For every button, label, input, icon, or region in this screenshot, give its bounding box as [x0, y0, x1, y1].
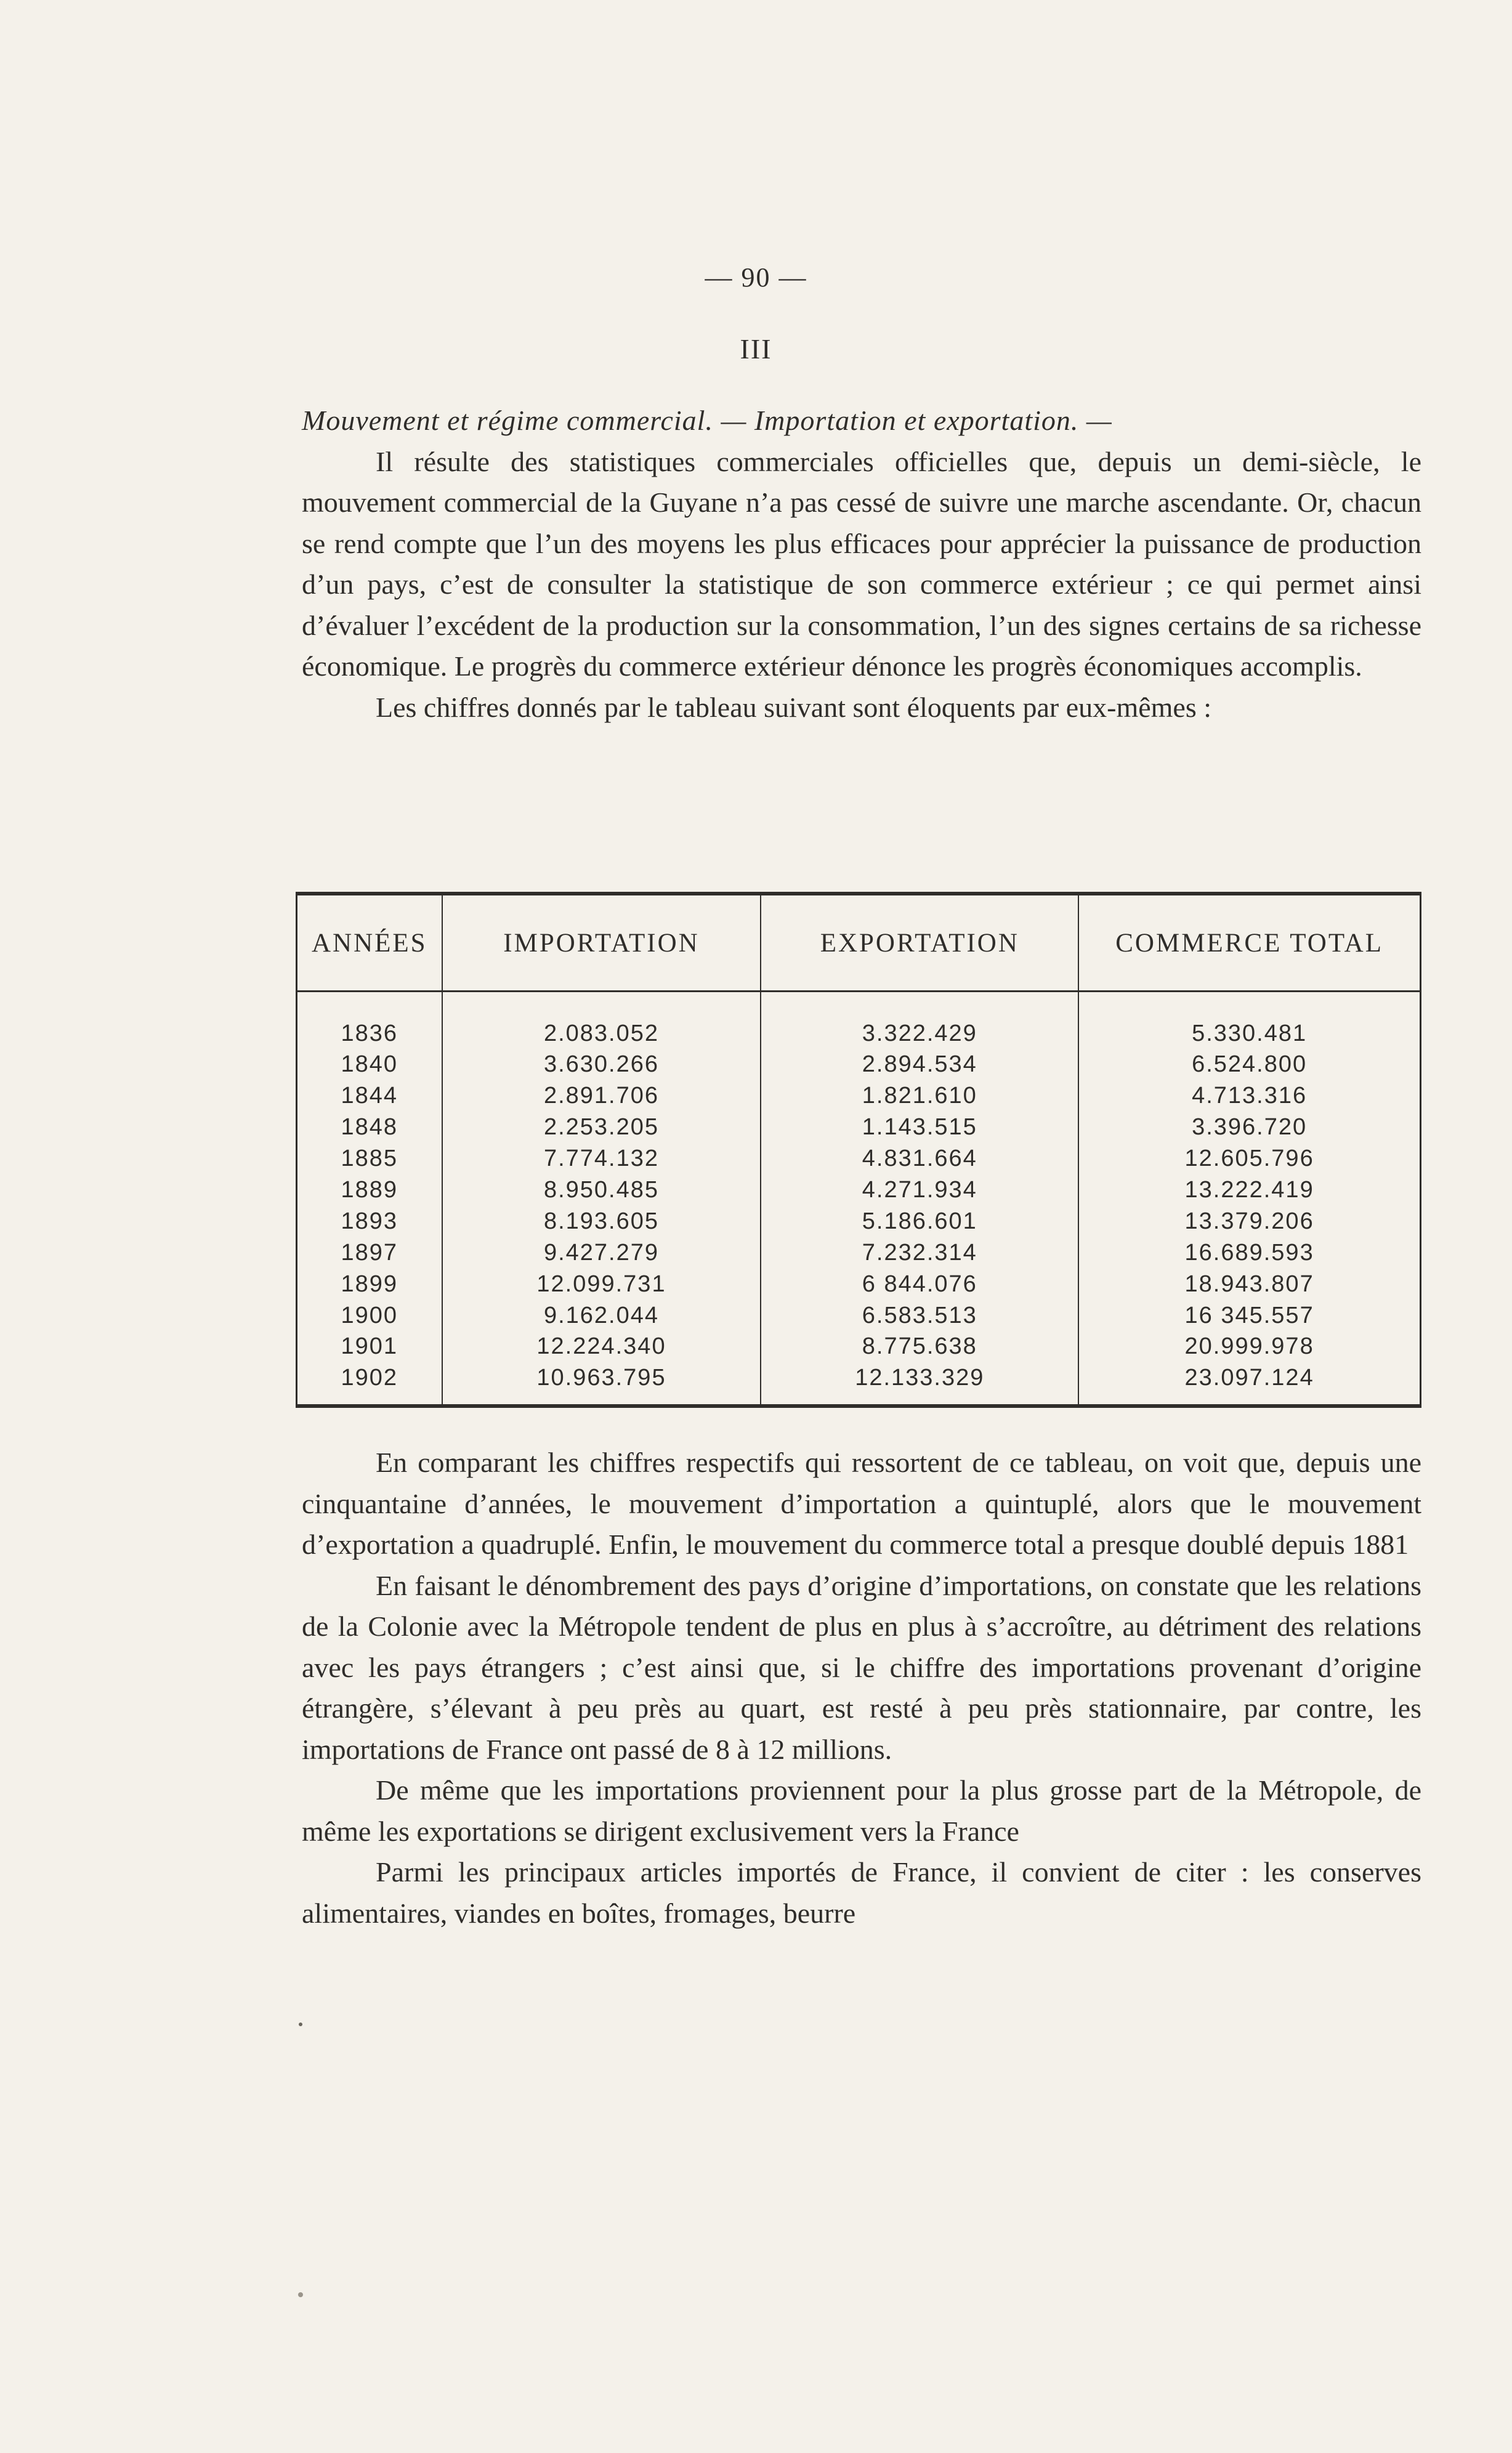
- table-row: [297, 1018, 1420, 1049]
- cell-export: 1.821.610: [761, 1080, 1078, 1112]
- cell-import: 12.224.340: [442, 1332, 761, 1363]
- cell-export: 8.775.638: [761, 1332, 1078, 1363]
- table-row: [297, 1174, 1420, 1206]
- cell-year: 1848: [297, 1112, 442, 1143]
- cell-year: 1900: [297, 1300, 442, 1332]
- analysis-paragraph-1: En comparant les chiffres respectifs qui ressortent de ce tableau, on voit que, depuis une cinquantaine d’années, le mouvement d’importation a quintuplé, alors que le mouvement d’exportation a quadruplé. Enfin, le mouvement du commerce total a presque doublé depuis 1881: [302, 1447, 1421, 1560]
- cell-import: 9.427.279: [442, 1237, 761, 1269]
- trade-table-frame: [296, 892, 1421, 1408]
- table-row: [297, 1143, 1420, 1174]
- cell-export: 6 844.076: [761, 1269, 1078, 1300]
- cell-total: 16 345.557: [1184, 1302, 1314, 1328]
- cell-export: 3.322.429: [761, 1018, 1078, 1049]
- cell-import: 10.963.795: [442, 1362, 761, 1394]
- cell-total: 13.379.206: [1184, 1208, 1314, 1234]
- cell-export: 5.186.601: [761, 1206, 1078, 1237]
- section-heading-text: Mouvement et régime commercial. — Importation et exportation. —: [302, 405, 1112, 436]
- table-row: [297, 1269, 1420, 1300]
- cell-import: 9.162.044: [442, 1300, 761, 1332]
- cell-total: 23.097.124: [1184, 1365, 1314, 1391]
- cell-year: 1897: [297, 1237, 442, 1269]
- cell-total: 12.605.796: [1184, 1146, 1314, 1172]
- analysis-paragraph-4: Parmi les principaux articles importés de France, il convient de citer : les conserves alimentaires, viandes en boîtes, fromages, beurre: [302, 1856, 1421, 1929]
- cell-year: 1885: [297, 1143, 442, 1174]
- cell-export: 6.583.513: [761, 1300, 1078, 1332]
- intro-paragraph-1: Il résulte des statistiques commerciales officielles que, depuis un demi-siècle, le mouvement commercial de la Guyane n’a pas cessé de suivre une marche ascendante. Or, chacun se rend compte que l’un des moyens les plus efficaces pour apprécier la puissance de production d’un pays, c’est de consulter la statistique de son commerce extérieur ; ce qui permet ainsi d’évaluer l’excédent de la production sur la consommation, l’un des signes certains de sa richesse économique. Le progrès du commerce extérieur dénonce les progrès économiques accomplis.: [302, 445, 1421, 682]
- cell-import: 12.099.731: [442, 1269, 761, 1300]
- cell-year: 1893: [297, 1206, 442, 1237]
- table-row: [297, 1362, 1420, 1394]
- cell-export: 4.271.934: [761, 1174, 1078, 1206]
- cell-total: 5.330.481: [1192, 1020, 1308, 1046]
- table-header-row: [297, 895, 1420, 992]
- cell-year: 1902: [297, 1362, 442, 1394]
- cell-export: 4.831.664: [761, 1143, 1078, 1174]
- table-row: [297, 1080, 1420, 1112]
- cell-total: 3.396.720: [1192, 1114, 1308, 1141]
- section-number: III: [740, 333, 772, 365]
- table-row: [297, 1049, 1420, 1080]
- cell-total: 4.713.316: [1192, 1083, 1308, 1109]
- cell-import: 2.253.205: [442, 1112, 761, 1143]
- header-export: EXPORTATION: [761, 895, 1078, 992]
- trade-table: [297, 895, 1420, 1404]
- table-spacer: [297, 1394, 1420, 1404]
- cell-year: 1840: [297, 1049, 442, 1080]
- cell-year: 1901: [297, 1332, 442, 1363]
- cell-import: 8.193.605: [442, 1206, 761, 1237]
- cell-import: 7.774.132: [442, 1143, 761, 1174]
- section-heading: [302, 400, 1421, 442]
- intro-text: [302, 400, 1421, 728]
- cell-year: 1844: [297, 1080, 442, 1112]
- cell-import: 3.630.266: [442, 1049, 761, 1080]
- intro-paragraph-2: Les chiffres donnés par le tableau suivant sont éloquents par eux-mêmes :: [376, 691, 1212, 723]
- table-row: [297, 1300, 1420, 1332]
- cell-import: 2.891.706: [442, 1080, 761, 1112]
- cell-export: 2.894.534: [761, 1049, 1078, 1080]
- table-row: [297, 1112, 1420, 1143]
- cell-total: 13.222.419: [1184, 1176, 1314, 1203]
- analysis-paragraph-3: De même que les importations proviennent pour la plus grosse part de la Métropole, de même les exportations se dirigent exclusivement vers la France: [302, 1774, 1421, 1847]
- cell-total: 16.689.593: [1184, 1239, 1314, 1266]
- page-number: — 90 —: [705, 262, 807, 293]
- cell-total: 6.524.800: [1192, 1051, 1308, 1078]
- cell-export: 7.232.314: [761, 1237, 1078, 1269]
- cell-year: 1836: [297, 1018, 442, 1049]
- cell-export: 12.133.329: [761, 1362, 1078, 1394]
- cell-total: 18.943.807: [1184, 1271, 1314, 1297]
- table-row: [297, 1237, 1420, 1269]
- cell-year: 1899: [297, 1269, 442, 1300]
- header-total: COMMERCE TOTAL: [1078, 895, 1420, 992]
- cell-year: 1889: [297, 1174, 442, 1206]
- cell-import: 2.083.052: [442, 1018, 761, 1049]
- table-spacer: [297, 992, 1420, 1018]
- analysis-text: [302, 1442, 1421, 1934]
- paper-speck: [298, 2292, 303, 2297]
- table-row: [297, 1332, 1420, 1363]
- header-years: ANNÉES: [297, 895, 442, 992]
- analysis-paragraph-2: En faisant le dénombrement des pays d’origine d’importations, on constate que les relations de la Colonie avec la Métropole tendent de plus en plus à s’accroître, au détriment des relations avec les pays étrangers ; c’est ainsi que, si le chiffre des importations provenant d’origine étrangère, s’élevant à peu près au quart, est resté à peu près stationnaire, par contre, les importations de France ont passé de 8 à 12 millions.: [302, 1569, 1421, 1765]
- margin-mark: [299, 2023, 302, 2026]
- header-import: IMPORTATION: [442, 895, 761, 992]
- table-row: [297, 1206, 1420, 1237]
- cell-export: 1.143.515: [761, 1112, 1078, 1143]
- cell-import: 8.950.485: [442, 1174, 761, 1206]
- cell-total: 20.999.978: [1184, 1333, 1314, 1360]
